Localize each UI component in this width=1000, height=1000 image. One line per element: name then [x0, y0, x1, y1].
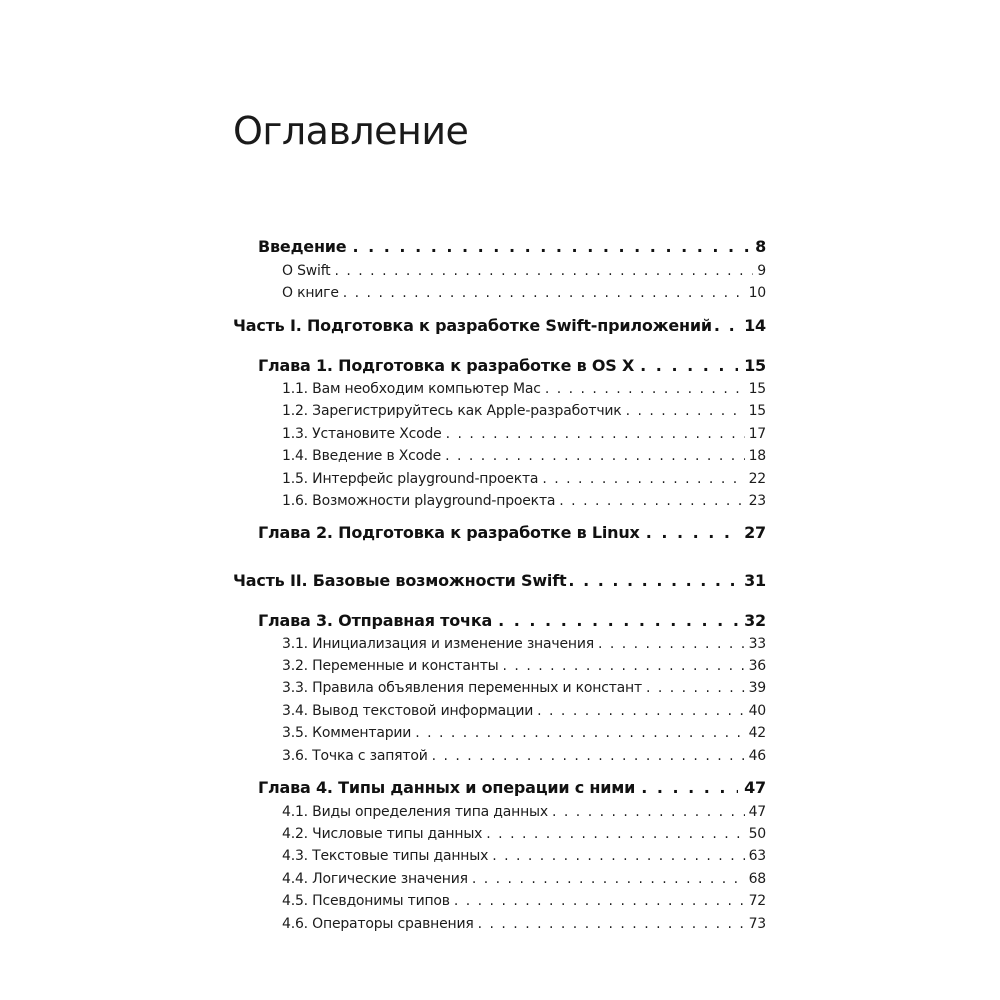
toc-entry-part — [233, 318, 766, 334]
toc-page-number: 33 — [748, 637, 766, 651]
toc-entry-section — [282, 472, 766, 486]
toc-entry-section — [282, 427, 766, 441]
toc-dot-leader — [478, 917, 745, 931]
toc-entry-chapter — [258, 613, 766, 629]
toc-dot-leader — [552, 805, 745, 819]
toc-entry-title: 3.1. Инициализация и изменение значения — [282, 637, 594, 651]
toc-entry-section — [282, 286, 766, 300]
toc-dot-leader — [446, 427, 745, 441]
toc-entry-title: Глава 3. Отправная точка — [258, 613, 493, 629]
toc-dot-leader — [454, 894, 745, 908]
toc-entry-section — [282, 681, 766, 695]
toc-entry-section — [282, 805, 766, 819]
toc-dot-leader — [492, 849, 744, 863]
toc-dot-leader — [343, 286, 745, 300]
toc-dot-leader — [352, 239, 749, 255]
toc-entry-title: 4.3. Текстовые типы данных — [282, 849, 489, 863]
toc-entry-title: 4.4. Логические значения — [282, 872, 468, 886]
toc-dot-leader — [542, 472, 744, 486]
toc-entry-title: Глава 4. Типы данных и операции с ними — [258, 780, 636, 796]
toc-entry-chapter — [258, 780, 766, 796]
toc-page-number: 15 — [744, 358, 766, 374]
toc-entry-title: 3.4. Вывод текстовой информации — [282, 704, 534, 718]
toc-entry-section — [282, 726, 766, 740]
toc-dot-leader — [445, 449, 744, 463]
toc-entry-title: Часть II. Базовые возможности Swift — [233, 573, 567, 589]
toc-entry-section — [282, 382, 766, 396]
toc-entry-section — [282, 659, 766, 673]
toc-page-number: 31 — [744, 573, 766, 589]
toc-entry-section — [282, 494, 766, 508]
toc-dot-leader — [432, 749, 745, 763]
toc-page-number: 15 — [748, 382, 766, 396]
toc-page-number: 22 — [748, 472, 766, 486]
toc-dot-leader — [503, 659, 745, 673]
toc-entry-section — [282, 449, 766, 463]
toc-entry-section — [282, 827, 766, 841]
toc-page-number: 68 — [748, 872, 766, 886]
toc-dot-leader — [640, 358, 738, 374]
toc-entry-section — [282, 849, 766, 863]
toc-entry-title: 1.2. Зарегистрируйтесь как Apple-разработчик — [282, 404, 622, 418]
toc-dot-leader — [641, 780, 738, 796]
toc-dot-leader — [714, 318, 742, 334]
toc-page-number: 27 — [744, 525, 766, 541]
toc-entry-title: 4.1. Виды определения типа данных — [282, 805, 548, 819]
toc-entry-title: 1.3. Установите Xcode — [282, 427, 442, 441]
toc-page-number: 47 — [744, 780, 766, 796]
toc-dot-leader — [646, 681, 745, 695]
toc-page-number: 15 — [748, 404, 766, 418]
toc-entry-title: 1.4. Введение в Xcode — [282, 449, 442, 463]
toc-entry-title: О Swift — [282, 264, 331, 278]
toc-entry-title: 1.5. Интерфейс playground-проекта — [282, 472, 539, 486]
toc-entry-title: Глава 2. Подготовка к разработке в Linux — [258, 525, 640, 541]
toc-dot-leader — [334, 264, 753, 278]
toc-dot-leader — [486, 827, 744, 841]
toc-dot-leader — [498, 613, 738, 629]
toc-entry-section — [282, 749, 766, 763]
toc-entry-title: 4.6. Операторы сравнения — [282, 917, 474, 931]
toc-entry-section — [282, 404, 766, 418]
toc-page-number: 39 — [748, 681, 766, 695]
toc-entry-title: Введение — [258, 239, 347, 255]
toc-page-number: 72 — [748, 894, 766, 908]
toc-page-number: 23 — [748, 494, 766, 508]
page-title: Оглавление — [233, 109, 469, 153]
toc-page-number: 8 — [755, 239, 766, 255]
toc-entry-chapter — [258, 358, 766, 374]
toc-dot-leader — [568, 573, 742, 589]
toc-dot-leader — [598, 637, 745, 651]
toc-entry-title: 3.3. Правила объявления переменных и констант — [282, 681, 642, 695]
toc-entry-title: Глава 1. Подготовка к разработке в OS X — [258, 358, 635, 374]
toc-page-number: 10 — [748, 286, 766, 300]
toc-page-number: 17 — [748, 427, 766, 441]
toc-page-number: 32 — [744, 613, 766, 629]
toc-entry-title: 1.1. Вам необходим компьютер Mac — [282, 382, 541, 396]
toc-dot-leader — [545, 382, 745, 396]
toc-entry-title: Часть I. Подготовка к разработке Swift-приложений — [233, 318, 712, 334]
toc-page-number: 18 — [748, 449, 766, 463]
toc-dot-leader — [537, 704, 744, 718]
toc-entry-title: 3.6. Точка с запятой — [282, 749, 428, 763]
toc-entry-section — [282, 894, 766, 908]
toc-page-number: 40 — [748, 704, 766, 718]
toc-entry-title: 4.5. Псевдонимы типов — [282, 894, 450, 908]
toc-page-number: 63 — [748, 849, 766, 863]
toc-entry-title: О книге — [282, 286, 339, 300]
toc-dot-leader — [626, 404, 745, 418]
toc-entry-title: 4.2. Числовые типы данных — [282, 827, 483, 841]
toc-dot-leader — [646, 525, 738, 541]
toc-dot-leader — [559, 494, 744, 508]
toc-page-number: 46 — [748, 749, 766, 763]
toc-entry-section — [282, 637, 766, 651]
toc-dot-leader — [415, 726, 744, 740]
toc-entry-title: 3.5. Комментарии — [282, 726, 412, 740]
toc-page-number: 9 — [757, 264, 766, 278]
toc-entry-section — [282, 917, 766, 931]
toc-entry-section — [282, 264, 766, 278]
toc-dot-leader — [472, 872, 745, 886]
toc-page-number: 14 — [744, 318, 766, 334]
toc-page-number: 47 — [748, 805, 766, 819]
toc-entry-section — [282, 872, 766, 886]
toc-entry-title: 1.6. Возможности playground-проекта — [282, 494, 556, 508]
toc-page-number: 50 — [748, 827, 766, 841]
toc-entry-title: 3.2. Переменные и константы — [282, 659, 499, 673]
toc-entry-part — [233, 573, 766, 589]
toc-entry-intro — [258, 239, 766, 255]
toc-page-number: 36 — [748, 659, 766, 673]
toc-page-number: 73 — [748, 917, 766, 931]
toc-entry-section — [282, 704, 766, 718]
toc-page-number: 42 — [748, 726, 766, 740]
toc-entry-chapter — [258, 525, 766, 541]
